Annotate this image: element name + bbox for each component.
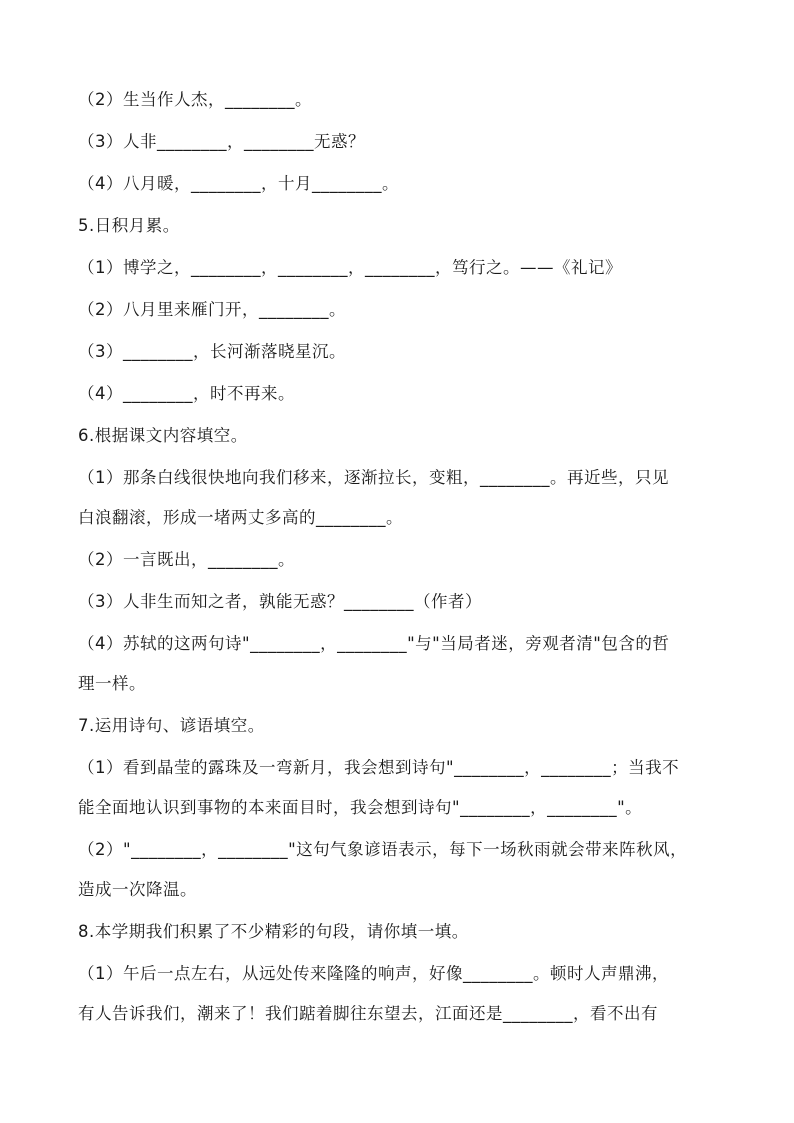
question-line: （1）看到晶莹的露珠及一弯新月，我会想到诗句"________，________；当我不 (78, 758, 680, 777)
section-heading: 8.本学期我们积累了不少精彩的句段，请你填一填。 (78, 922, 469, 941)
question-line: （2）八月里来雁门开，________。 (78, 300, 346, 319)
question-line: （1）博学之，________，________，________，笃行之。——《礼记》 (78, 258, 622, 277)
question-line: （3）人非生而知之者，孰能无惑？________（作者） (78, 592, 482, 611)
section-heading: 7.运用诗句、谚语填空。 (78, 716, 265, 735)
question-line: （4）八月暖，________，十月________。 (78, 174, 399, 193)
question-line: （1）午后一点左右，从远处传来隆隆的响声，好像________。顿时人声鼎沸， (78, 964, 669, 983)
question-line-continued: 白浪翻滚，形成一堵两丈多高的________。 (78, 508, 403, 527)
question-line: （2）生当作人杰，________。 (78, 90, 312, 109)
question-line-continued: 能全面地认识到事物的本来面目时，我会想到诗句"________，________"。 (78, 798, 643, 817)
question-line: （2）"________，________"这句气象谚语表示，每下一场秋雨就会带来阵秋风， (78, 840, 688, 859)
question-line: （4）苏轼的这两句诗"________，________"与"当局者迷，旁观者清"包含的哲 (78, 634, 670, 653)
section-heading: 5.日积月累。 (78, 216, 180, 235)
document-page (78, 84, 718, 1040)
question-line-continued: 造成一次降温。 (78, 880, 197, 899)
question-line: （1）那条白线很快地向我们移来，逐渐拉长，变粗，________。再近些，只见 (78, 468, 669, 487)
question-line-continued: 有人告诉我们，潮来了！我们踮着脚往东望去，江面还是________，看不出有 (78, 1004, 658, 1023)
question-line: （4）________，时不再来。 (78, 384, 295, 403)
question-line: （2）一言既出，________。 (78, 550, 295, 569)
question-line: （3）人非________，________无惑？ (78, 132, 365, 151)
question-line: （3）________，长河渐落晓星沉。 (78, 342, 346, 361)
question-line-continued: 理一样。 (78, 674, 146, 693)
section-heading: 6.根据课文内容填空。 (78, 426, 248, 445)
